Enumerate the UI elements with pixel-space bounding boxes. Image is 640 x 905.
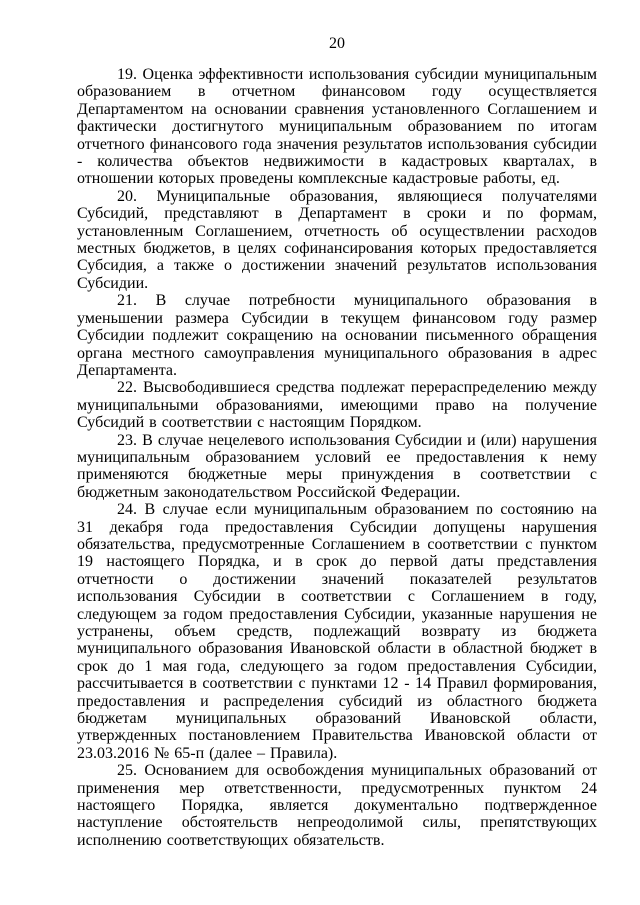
- paragraph-20: 20. Муниципальные образования, являющиеся получателями Субсидий, представляют в Департамент в сроки и по формам, установленным Соглашением, отчетность об осуществлении расходов местных бюджетов, в целях софинансирования которых предоставляется Субсидия, а также о достижении значений результатов использования Субсидии.: [77, 187, 597, 292]
- paragraph-19: 19. Оценка эффективности использования субсидии муниципальным образованием в отчетном финансовом году осуществляется Департаментом на основании сравнения установленного Соглашением и фактически достигнутого муниципальным образованием по итогам отчетного финансового года значения результатов использования субсидии - количества объектов недвижимости в кадастровых кварталах, в отношении которых проведены комплексные кадастровые работы, ед.: [77, 66, 597, 188]
- page-number: 20: [329, 35, 345, 52]
- document-body: [77, 66, 597, 849]
- paragraph-24: 24. В случае если муниципальным образованием по состоянию на 31 декабря года предоставления Субсидии допущены нарушения обязательства, предусмотренные Соглашением в соответствии с пунктом 19 настоящего Порядка, и в срок до первой даты представления отчетности о достижении значений показателей результатов использования Субсидии в соответствии с Соглашением в году, следующем за годом предоставления Субсидии, указанные нарушения не устранены, объем средств, подлежащий возврату из бюджета муниципального образования Ивановской области в областной бюджет в срок до 1 мая года, следующего за годом предоставления Субсидии, рассчитывается в соответствии с пунктами 12 - 14 Правил формирования, предоставления и распределения субсидий из областного бюджета бюджетам муниципальных образований Ивановской области, утвержденных постановлением Правительства Ивановской области от 23.03.2016 № 65-п (далее – Правила).: [77, 501, 597, 762]
- paragraph-25: 25. Основанием для освобождения муниципальных образований от применения мер ответственности, предусмотренных пунктом 24 настоящего Порядка, является документально подтвержденное наступление обстоятельств непреодолимой силы, препятствующих исполнению соответствующих обязательств.: [77, 762, 597, 849]
- paragraph-23: 23. В случае нецелевого использования Субсидии и (или) нарушения муниципальным образованием условий ее предоставления к нему применяются бюджетные меры принуждения в соответствии с бюджетным законодательством Российской Федерации.: [77, 431, 597, 501]
- paragraph-21: 21. В случае потребности муниципального образования в уменьшении размера Субсидии в текущем финансовом году размер Субсидии подлежит сокращению на основании письменного обращения органа местного самоуправления муниципального образования в адрес Департамента.: [77, 292, 597, 379]
- paragraph-22: 22. Высвободившиеся средства подлежат перераспределению между муниципальными образованиями, имеющими право на получение Субсидий в соответствии с настоящим Порядком.: [77, 379, 597, 432]
